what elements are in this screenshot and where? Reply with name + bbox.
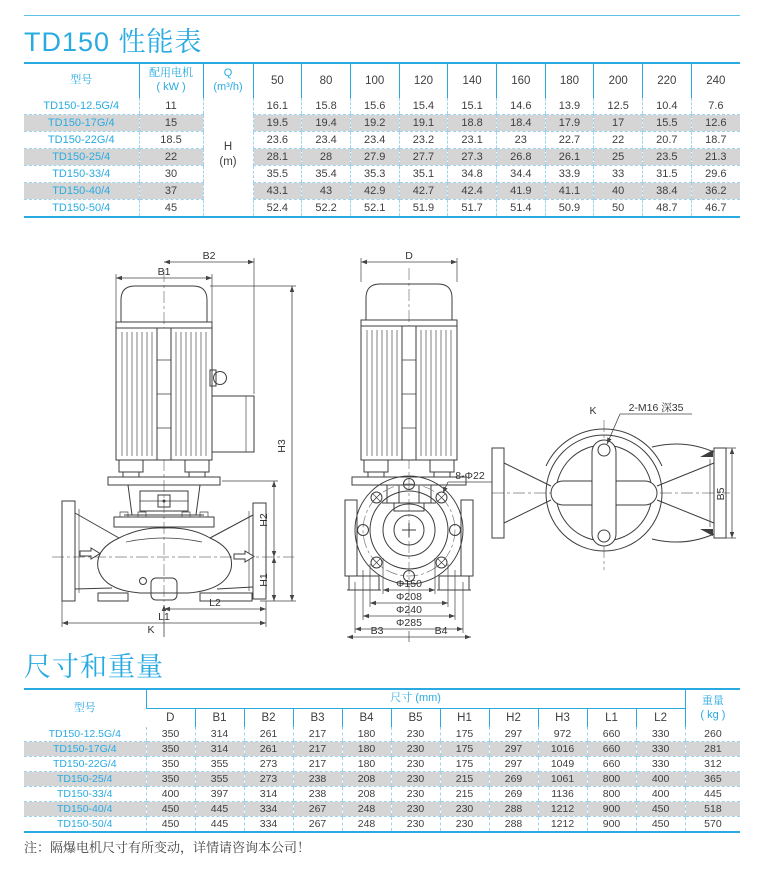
head-cell: 35.3 bbox=[350, 166, 399, 183]
dimension-row bbox=[24, 757, 740, 772]
head-cell: 23.4 bbox=[302, 132, 351, 149]
head-cell: 17.9 bbox=[545, 115, 594, 132]
head-cell: 52.1 bbox=[350, 200, 399, 218]
head-cell: 12.6 bbox=[691, 115, 740, 132]
dim-cell: 314 bbox=[195, 727, 244, 742]
flow-col-220: 220 bbox=[643, 63, 692, 98]
dim-cell: 1136 bbox=[538, 787, 587, 802]
dimension-row bbox=[24, 817, 740, 833]
dim-cell: 230 bbox=[391, 802, 440, 817]
dimension-row bbox=[24, 802, 740, 817]
head-cell: 52.4 bbox=[253, 200, 302, 218]
dim-cell: 297 bbox=[489, 757, 538, 772]
dim-label-k-front: K bbox=[147, 624, 155, 636]
dim-cell: 350 bbox=[146, 757, 195, 772]
suction-flange bbox=[62, 501, 75, 601]
head-cell: 42.9 bbox=[350, 183, 399, 200]
head-cell: 18.4 bbox=[496, 115, 545, 132]
dim-label-d285: Φ285 bbox=[396, 617, 422, 629]
model-cell: TD150-33/4 bbox=[24, 787, 146, 802]
dim-cell: 175 bbox=[440, 727, 489, 742]
col-header-motor bbox=[139, 63, 203, 98]
dim-cell: 230 bbox=[440, 817, 489, 833]
dim-label-h2: H2 bbox=[258, 513, 270, 527]
head-cell: 23.4 bbox=[350, 132, 399, 149]
dim-cell: 400 bbox=[636, 787, 685, 802]
flow-col-140: 140 bbox=[448, 63, 497, 98]
dim-cell: 180 bbox=[342, 742, 391, 757]
dim-label-l2: L2 bbox=[209, 597, 221, 609]
pump-front-view bbox=[52, 250, 296, 637]
dim-cell: 238 bbox=[293, 787, 342, 802]
head-cell: 42.7 bbox=[399, 183, 448, 200]
head-cell: 18.8 bbox=[448, 115, 497, 132]
col-header-weight-line1: 重量 bbox=[701, 694, 724, 707]
dim-label-b5: B5 bbox=[715, 487, 727, 501]
head-cell: 19.1 bbox=[399, 115, 448, 132]
col-header-model: 型号 bbox=[70, 74, 93, 87]
head-cell: 36.2 bbox=[691, 183, 740, 200]
dim-cell: 248 bbox=[342, 817, 391, 833]
size-col-header: B3 bbox=[293, 709, 342, 728]
lifting-eye bbox=[214, 372, 227, 385]
dim-cell: 350 bbox=[146, 742, 195, 757]
flow-col-180: 180 bbox=[545, 63, 594, 98]
head-cell: 7.6 bbox=[691, 98, 740, 115]
pump-top-view bbox=[492, 402, 736, 570]
model-cell: TD150-25/4 bbox=[24, 772, 146, 787]
head-cell: 15.4 bbox=[399, 98, 448, 115]
dim-cell: 208 bbox=[342, 772, 391, 787]
dimension-table-wrapper bbox=[24, 688, 740, 833]
pump-dimension-drawings bbox=[24, 248, 740, 643]
dim-cell: 217 bbox=[293, 742, 342, 757]
dim-cell: 397 bbox=[195, 787, 244, 802]
dim-cell: 217 bbox=[293, 757, 342, 772]
dim-cell: 355 bbox=[195, 772, 244, 787]
head-cell: 52.2 bbox=[302, 200, 351, 218]
head-cell: 14.6 bbox=[496, 98, 545, 115]
weight-cell: 518 bbox=[685, 802, 740, 817]
col-header-motor-line2: ( kW ) bbox=[156, 81, 186, 93]
performance-row bbox=[24, 183, 740, 200]
size-col-header: B2 bbox=[244, 709, 293, 728]
head-cell: 19.2 bbox=[350, 115, 399, 132]
head-cell: 26.1 bbox=[545, 149, 594, 166]
dim-label-tap-callout: 2-M16 深35 bbox=[628, 402, 684, 414]
dim-cell: 1049 bbox=[538, 757, 587, 772]
head-cell: 23.5 bbox=[643, 149, 692, 166]
motor-kw-cell: 22 bbox=[139, 149, 203, 166]
dim-cell: 314 bbox=[195, 742, 244, 757]
dim-cell: 261 bbox=[244, 727, 293, 742]
dim-label-d: D bbox=[405, 250, 413, 262]
head-cell: 23.2 bbox=[399, 132, 448, 149]
dim-cell: 238 bbox=[293, 772, 342, 787]
dim-cell: 1212 bbox=[538, 802, 587, 817]
dim-label-k-top: K bbox=[589, 405, 597, 417]
col-header-q bbox=[203, 63, 253, 98]
dim-cell: 450 bbox=[636, 817, 685, 833]
dim-cell: 330 bbox=[636, 757, 685, 772]
flow-arrow-out bbox=[234, 551, 254, 562]
dim-cell: 660 bbox=[587, 727, 636, 742]
dim-label-h1: H1 bbox=[258, 573, 270, 587]
head-cell: 51.9 bbox=[399, 200, 448, 218]
head-cell: 50 bbox=[594, 200, 643, 218]
head-cell: 19.5 bbox=[253, 115, 302, 132]
size-col-header: H3 bbox=[538, 709, 587, 728]
head-cell: 10.4 bbox=[643, 98, 692, 115]
dim-cell: 1061 bbox=[538, 772, 587, 787]
head-cell: 41.1 bbox=[545, 183, 594, 200]
dim-cell: 230 bbox=[391, 727, 440, 742]
dim-cell: 288 bbox=[489, 802, 538, 817]
head-cell: 25 bbox=[594, 149, 643, 166]
head-cell: 20.7 bbox=[643, 132, 692, 149]
motor-kw-cell: 30 bbox=[139, 166, 203, 183]
head-cell: 22 bbox=[594, 132, 643, 149]
dim-cell: 269 bbox=[489, 772, 538, 787]
dim-cell: 297 bbox=[489, 742, 538, 757]
dim-cell: 972 bbox=[538, 727, 587, 742]
head-cell: 27.9 bbox=[350, 149, 399, 166]
size-col-header: B1 bbox=[195, 709, 244, 728]
col-header-size-group: 尺寸 (mm) bbox=[146, 689, 685, 709]
weight-cell: 365 bbox=[685, 772, 740, 787]
dimension-header-row-1 bbox=[24, 689, 740, 709]
head-cell: 43.1 bbox=[253, 183, 302, 200]
head-cell: 27.3 bbox=[448, 149, 497, 166]
dim-cell: 273 bbox=[244, 772, 293, 787]
head-cell: 35.1 bbox=[399, 166, 448, 183]
dim-cell: 355 bbox=[195, 757, 244, 772]
col-header-motor-line1: 配用电机 bbox=[149, 67, 194, 80]
weight-cell: 312 bbox=[685, 757, 740, 772]
dim-cell: 400 bbox=[636, 772, 685, 787]
dim-label-b4: B4 bbox=[434, 625, 448, 637]
model-cell: TD150-22G/4 bbox=[24, 757, 146, 772]
model-cell: TD150-12.5G/4 bbox=[24, 727, 146, 742]
dim-label-l1: L1 bbox=[158, 611, 170, 623]
dim-cell: 261 bbox=[244, 742, 293, 757]
weight-cell: 260 bbox=[685, 727, 740, 742]
dim-cell: 208 bbox=[342, 787, 391, 802]
model-cell: TD150-17G/4 bbox=[24, 742, 146, 757]
dim-label-d240: Φ240 bbox=[396, 604, 422, 616]
head-cell: 50.9 bbox=[545, 200, 594, 218]
dim-cell: 1212 bbox=[538, 817, 587, 833]
dim-cell: 248 bbox=[342, 802, 391, 817]
col-header-model: 型号 bbox=[73, 701, 96, 714]
size-col-header: H1 bbox=[440, 709, 489, 728]
performance-row bbox=[24, 115, 740, 132]
dim-cell: 230 bbox=[391, 787, 440, 802]
dim-label-b3: B3 bbox=[370, 625, 384, 637]
head-cell: 46.7 bbox=[691, 200, 740, 218]
size-col-header: D bbox=[166, 711, 175, 724]
head-cell: 34.8 bbox=[448, 166, 497, 183]
flow-col-50: 50 bbox=[253, 63, 302, 98]
dim-cell: 330 bbox=[636, 742, 685, 757]
flow-col-100: 100 bbox=[350, 63, 399, 98]
dim-cell: 900 bbox=[587, 802, 636, 817]
performance-section-title: TD150 性能表 bbox=[24, 27, 203, 57]
motor-kw-cell: 11 bbox=[139, 98, 203, 115]
dim-cell: 273 bbox=[244, 757, 293, 772]
performance-row bbox=[24, 149, 740, 166]
head-cell: 38.4 bbox=[643, 183, 692, 200]
model-cell: TD150-22G/4 bbox=[24, 132, 139, 149]
head-cell: 31.5 bbox=[643, 166, 692, 183]
head-cell: 21.3 bbox=[691, 149, 740, 166]
dim-cell: 230 bbox=[391, 742, 440, 757]
motor-kw-cell: 15 bbox=[139, 115, 203, 132]
performance-header-row bbox=[24, 63, 740, 98]
flow-col-80: 80 bbox=[302, 63, 351, 98]
dim-cell: 334 bbox=[244, 817, 293, 833]
head-cell: 12.5 bbox=[594, 98, 643, 115]
head-cell: 17 bbox=[594, 115, 643, 132]
dimension-table bbox=[24, 688, 740, 833]
model-cell: TD150-40/4 bbox=[24, 183, 139, 200]
size-col-header: L1 bbox=[587, 709, 636, 728]
dim-cell: 800 bbox=[587, 787, 636, 802]
head-cell: 15.1 bbox=[448, 98, 497, 115]
dim-cell: 215 bbox=[440, 787, 489, 802]
head-cell: 40 bbox=[594, 183, 643, 200]
dim-cell: 314 bbox=[244, 787, 293, 802]
dim-cell: 445 bbox=[195, 802, 244, 817]
weight-cell: 445 bbox=[685, 787, 740, 802]
model-cell: TD150-50/4 bbox=[52, 202, 111, 214]
footnote: 注：隔爆电机尺寸有所变动，详情请咨询本公司！ bbox=[24, 840, 311, 855]
flow-col-160: 160 bbox=[496, 63, 545, 98]
dim-cell: 215 bbox=[440, 772, 489, 787]
dim-cell: 297 bbox=[489, 727, 538, 742]
head-cell: 22.7 bbox=[545, 132, 594, 149]
dim-label-b2: B2 bbox=[202, 250, 216, 262]
head-cell: 48.7 bbox=[643, 200, 692, 218]
head-cell: 23.1 bbox=[448, 132, 497, 149]
dim-cell: 660 bbox=[587, 742, 636, 757]
performance-row bbox=[24, 200, 740, 218]
dim-cell: 180 bbox=[342, 757, 391, 772]
model-cell: TD150-50/4 bbox=[57, 818, 113, 830]
dim-cell: 267 bbox=[293, 817, 342, 833]
size-col-header: B4 bbox=[342, 709, 391, 728]
flow-col-120: 120 bbox=[399, 63, 448, 98]
dimension-section-title: 尺寸和重量 bbox=[24, 652, 164, 682]
weight-cell: 281 bbox=[685, 742, 740, 757]
dim-cell: 230 bbox=[391, 757, 440, 772]
head-unit-line2: (m) bbox=[219, 156, 237, 168]
head-unit-line1: H bbox=[223, 141, 233, 154]
head-cell: 23 bbox=[496, 132, 545, 149]
dim-cell: 175 bbox=[440, 757, 489, 772]
dim-cell: 450 bbox=[636, 802, 685, 817]
head-cell: 15.6 bbox=[350, 98, 399, 115]
head-cell: 23.6 bbox=[253, 132, 302, 149]
head-cell: 41.9 bbox=[496, 183, 545, 200]
dim-cell: 660 bbox=[587, 757, 636, 772]
head-cell: 43 bbox=[302, 183, 351, 200]
head-cell: 51.7 bbox=[448, 200, 497, 218]
dim-cell: 288 bbox=[489, 817, 538, 833]
dim-cell: 334 bbox=[244, 802, 293, 817]
dim-cell: 217 bbox=[293, 727, 342, 742]
weight-cell: 570 bbox=[685, 817, 740, 833]
col-header-weight-line2: ( kg ) bbox=[700, 708, 726, 721]
dim-cell: 350 bbox=[146, 772, 195, 787]
head-cell: 19.4 bbox=[302, 115, 351, 132]
flow-col-200: 200 bbox=[594, 63, 643, 98]
dimension-row bbox=[24, 787, 740, 802]
model-cell: TD150-40/4 bbox=[24, 802, 146, 817]
head-cell: 15.5 bbox=[643, 115, 692, 132]
performance-table-wrapper bbox=[24, 62, 740, 218]
head-cell: 33 bbox=[594, 166, 643, 183]
dim-label-bolt-callout: 8-Φ22 bbox=[455, 470, 485, 482]
head-cell: 35.4 bbox=[302, 166, 351, 183]
pump-side-view bbox=[345, 250, 492, 642]
head-cell: 33.9 bbox=[545, 166, 594, 183]
size-col-header: L2 bbox=[636, 709, 685, 728]
performance-row bbox=[24, 132, 740, 149]
head-cell: 28 bbox=[302, 149, 351, 166]
head-cell: 18.7 bbox=[691, 132, 740, 149]
dim-cell: 400 bbox=[146, 787, 195, 802]
dim-cell: 350 bbox=[146, 727, 195, 742]
dim-cell: 230 bbox=[440, 802, 489, 817]
tap-hole-top bbox=[598, 444, 610, 456]
col-header-q-line2: (m³/h) bbox=[213, 81, 243, 93]
head-cell: 34.4 bbox=[496, 166, 545, 183]
dim-cell: 230 bbox=[391, 817, 440, 833]
col-header-q-line1: Q bbox=[223, 67, 233, 80]
tap-hole-bottom bbox=[598, 530, 610, 542]
size-col-header: H2 bbox=[489, 709, 538, 728]
motor-kw-cell: 45 bbox=[139, 200, 203, 218]
top-rule bbox=[24, 15, 740, 16]
head-cell: 42.4 bbox=[448, 183, 497, 200]
col-header-weight bbox=[685, 689, 740, 727]
dimension-row bbox=[24, 742, 740, 757]
head-cell: 27.7 bbox=[399, 149, 448, 166]
head-cell: 13.9 bbox=[545, 98, 594, 115]
dim-cell: 1016 bbox=[538, 742, 587, 757]
dim-label-b1: B1 bbox=[157, 266, 171, 278]
dim-cell: 450 bbox=[146, 802, 195, 817]
size-col-header: B5 bbox=[391, 709, 440, 728]
dimension-row bbox=[24, 772, 740, 787]
dim-cell: 330 bbox=[636, 727, 685, 742]
motor-kw-cell: 37 bbox=[139, 183, 203, 200]
dimension-row bbox=[24, 727, 740, 742]
dim-label-d150: Φ150 bbox=[396, 578, 422, 590]
flow-col-240: 240 bbox=[691, 63, 740, 98]
dim-cell: 175 bbox=[440, 742, 489, 757]
head-cell: 26.8 bbox=[496, 149, 545, 166]
head-cell: 35.5 bbox=[253, 166, 302, 183]
dim-cell: 269 bbox=[489, 787, 538, 802]
dim-cell: 230 bbox=[391, 772, 440, 787]
dim-cell: 450 bbox=[146, 817, 195, 833]
motor-kw-cell: 18.5 bbox=[139, 132, 203, 149]
dim-label-d208: Φ208 bbox=[396, 591, 422, 603]
model-cell: TD150-12.5G/4 bbox=[24, 98, 139, 115]
model-cell: TD150-25/4 bbox=[24, 149, 139, 166]
performance-row bbox=[24, 98, 740, 115]
head-cell: 15.8 bbox=[302, 98, 351, 115]
dim-cell: 900 bbox=[587, 817, 636, 833]
dim-label-h3: H3 bbox=[276, 439, 288, 453]
performance-table bbox=[24, 62, 740, 218]
dim-cell: 800 bbox=[587, 772, 636, 787]
head-cell: 28.1 bbox=[253, 149, 302, 166]
head-cell: 51.4 bbox=[496, 200, 545, 218]
dim-cell: 180 bbox=[342, 727, 391, 742]
head-unit-merged-label bbox=[205, 100, 251, 210]
dim-cell: 267 bbox=[293, 802, 342, 817]
head-cell: 29.6 bbox=[691, 166, 740, 183]
terminal-box bbox=[212, 396, 254, 452]
dim-cell: 445 bbox=[195, 817, 244, 833]
model-cell: TD150-33/4 bbox=[24, 166, 139, 183]
performance-row bbox=[24, 166, 740, 183]
head-cell: 16.1 bbox=[253, 98, 302, 115]
model-cell: TD150-17G/4 bbox=[24, 115, 139, 132]
